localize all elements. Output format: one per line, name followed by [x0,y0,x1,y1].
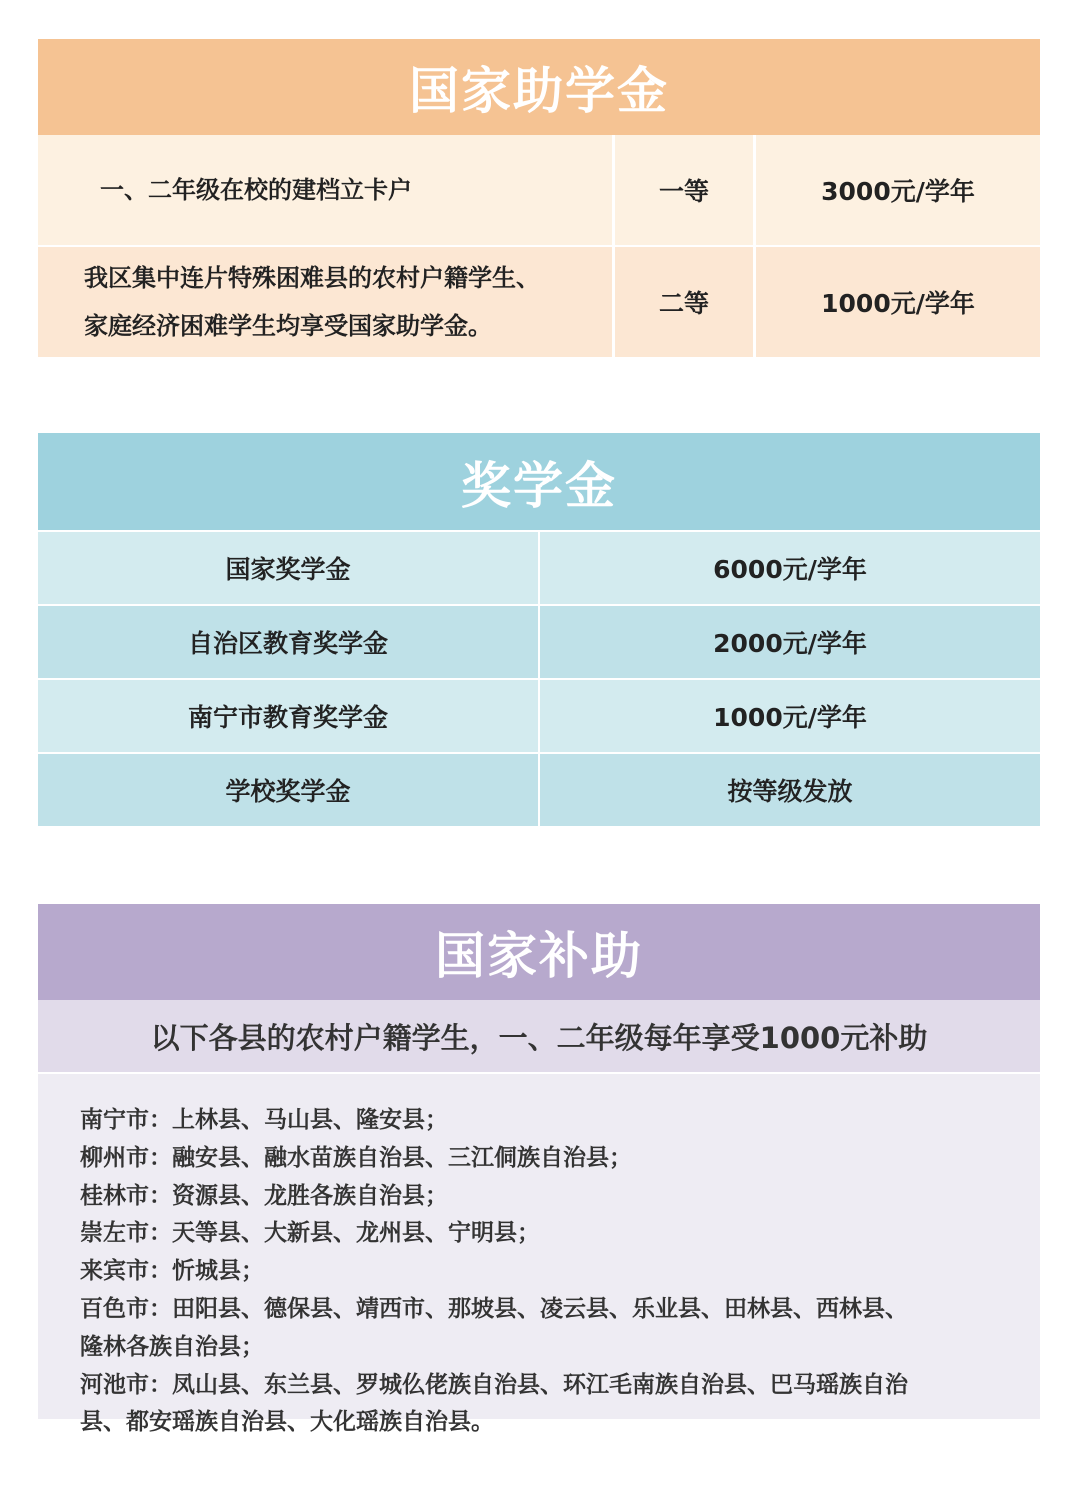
county-list-line: 隆林各族自治县； [80,1333,264,1360]
grant-row-description-line: 一、二年级在校的建档立卡户 [100,176,412,204]
scholarship-name: 南宁市教育奖学金 [187,703,388,732]
scholarship-name: 学校奖学金 [225,777,351,806]
grant-row-description [38,135,612,245]
subsidy-county-list [38,1072,1040,1436]
scholarship-amount: 1000元/学年 [538,680,1040,752]
county-list-line: 来宾市：忻城县； [80,1258,264,1285]
grant-row-second-class [38,245,1040,357]
county-list-line: 百色市：田阳县、德保县、靖西市、那坡县、凌云县、乐业县、田林县、西林县、 [80,1295,908,1322]
grant-row-description-line: 家庭经济困难学生均享受国家助学金。 [84,312,492,340]
scholarship-amount: 按等级发放 [538,754,1040,826]
scholarship-amount: 2000元/学年 [538,606,1040,678]
scholarship-section [38,433,1040,826]
scholarship-row [38,530,1040,604]
scholarship-name: 国家奖学金 [225,555,351,584]
subsidy-section [38,904,1040,1436]
grant-row-amount: 3000元/学年 [821,177,975,206]
grant-section [38,39,1040,357]
scholarship-row [38,604,1040,678]
county-list-line: 桂林市：资源县、龙胜各族自治县； [80,1182,448,1209]
county-list-line: 河池市：凤山县、东兰县、罗城仫佬族自治县、环江毛南族自治县、巴马瑶族自治 [80,1371,908,1398]
county-list-line: 县、都安瑶族自治县、大化瑶族自治县。 [80,1409,494,1436]
scholarship-amount: 6000元/学年 [538,532,1040,604]
grant-row-description [38,247,612,357]
grant-row-amount: 1000元/学年 [821,289,975,318]
grant-row-first-class [38,135,1040,245]
county-list-line: 南宁市：上林县、马山县、隆安县； [80,1107,448,1133]
scholarship-row [38,752,1040,826]
county-list-line: 柳州市：融安县、融水苗族自治县、三江侗族自治县； [80,1144,632,1171]
subsidy-title: 国家补助 [38,904,1040,1000]
grant-row-grade: 二等 [612,247,756,357]
county-list-line: 崇左市：天等县、大新县、龙州县、宁明县； [80,1220,540,1247]
grant-row-description-line: 我区集中连片特殊困难县的农村户籍学生、 [84,264,540,292]
scholarship-name: 自治区教育奖学金 [187,629,388,658]
grant-row-grade: 一等 [612,135,756,245]
scholarship-row [38,678,1040,752]
subsidy-subtitle: 以下各县的农村户籍学生，一、二年级每年享受1000元补助 [38,1000,1040,1072]
grant-title: 国家助学金 [38,39,1040,135]
scholarship-title: 奖学金 [38,433,1040,530]
